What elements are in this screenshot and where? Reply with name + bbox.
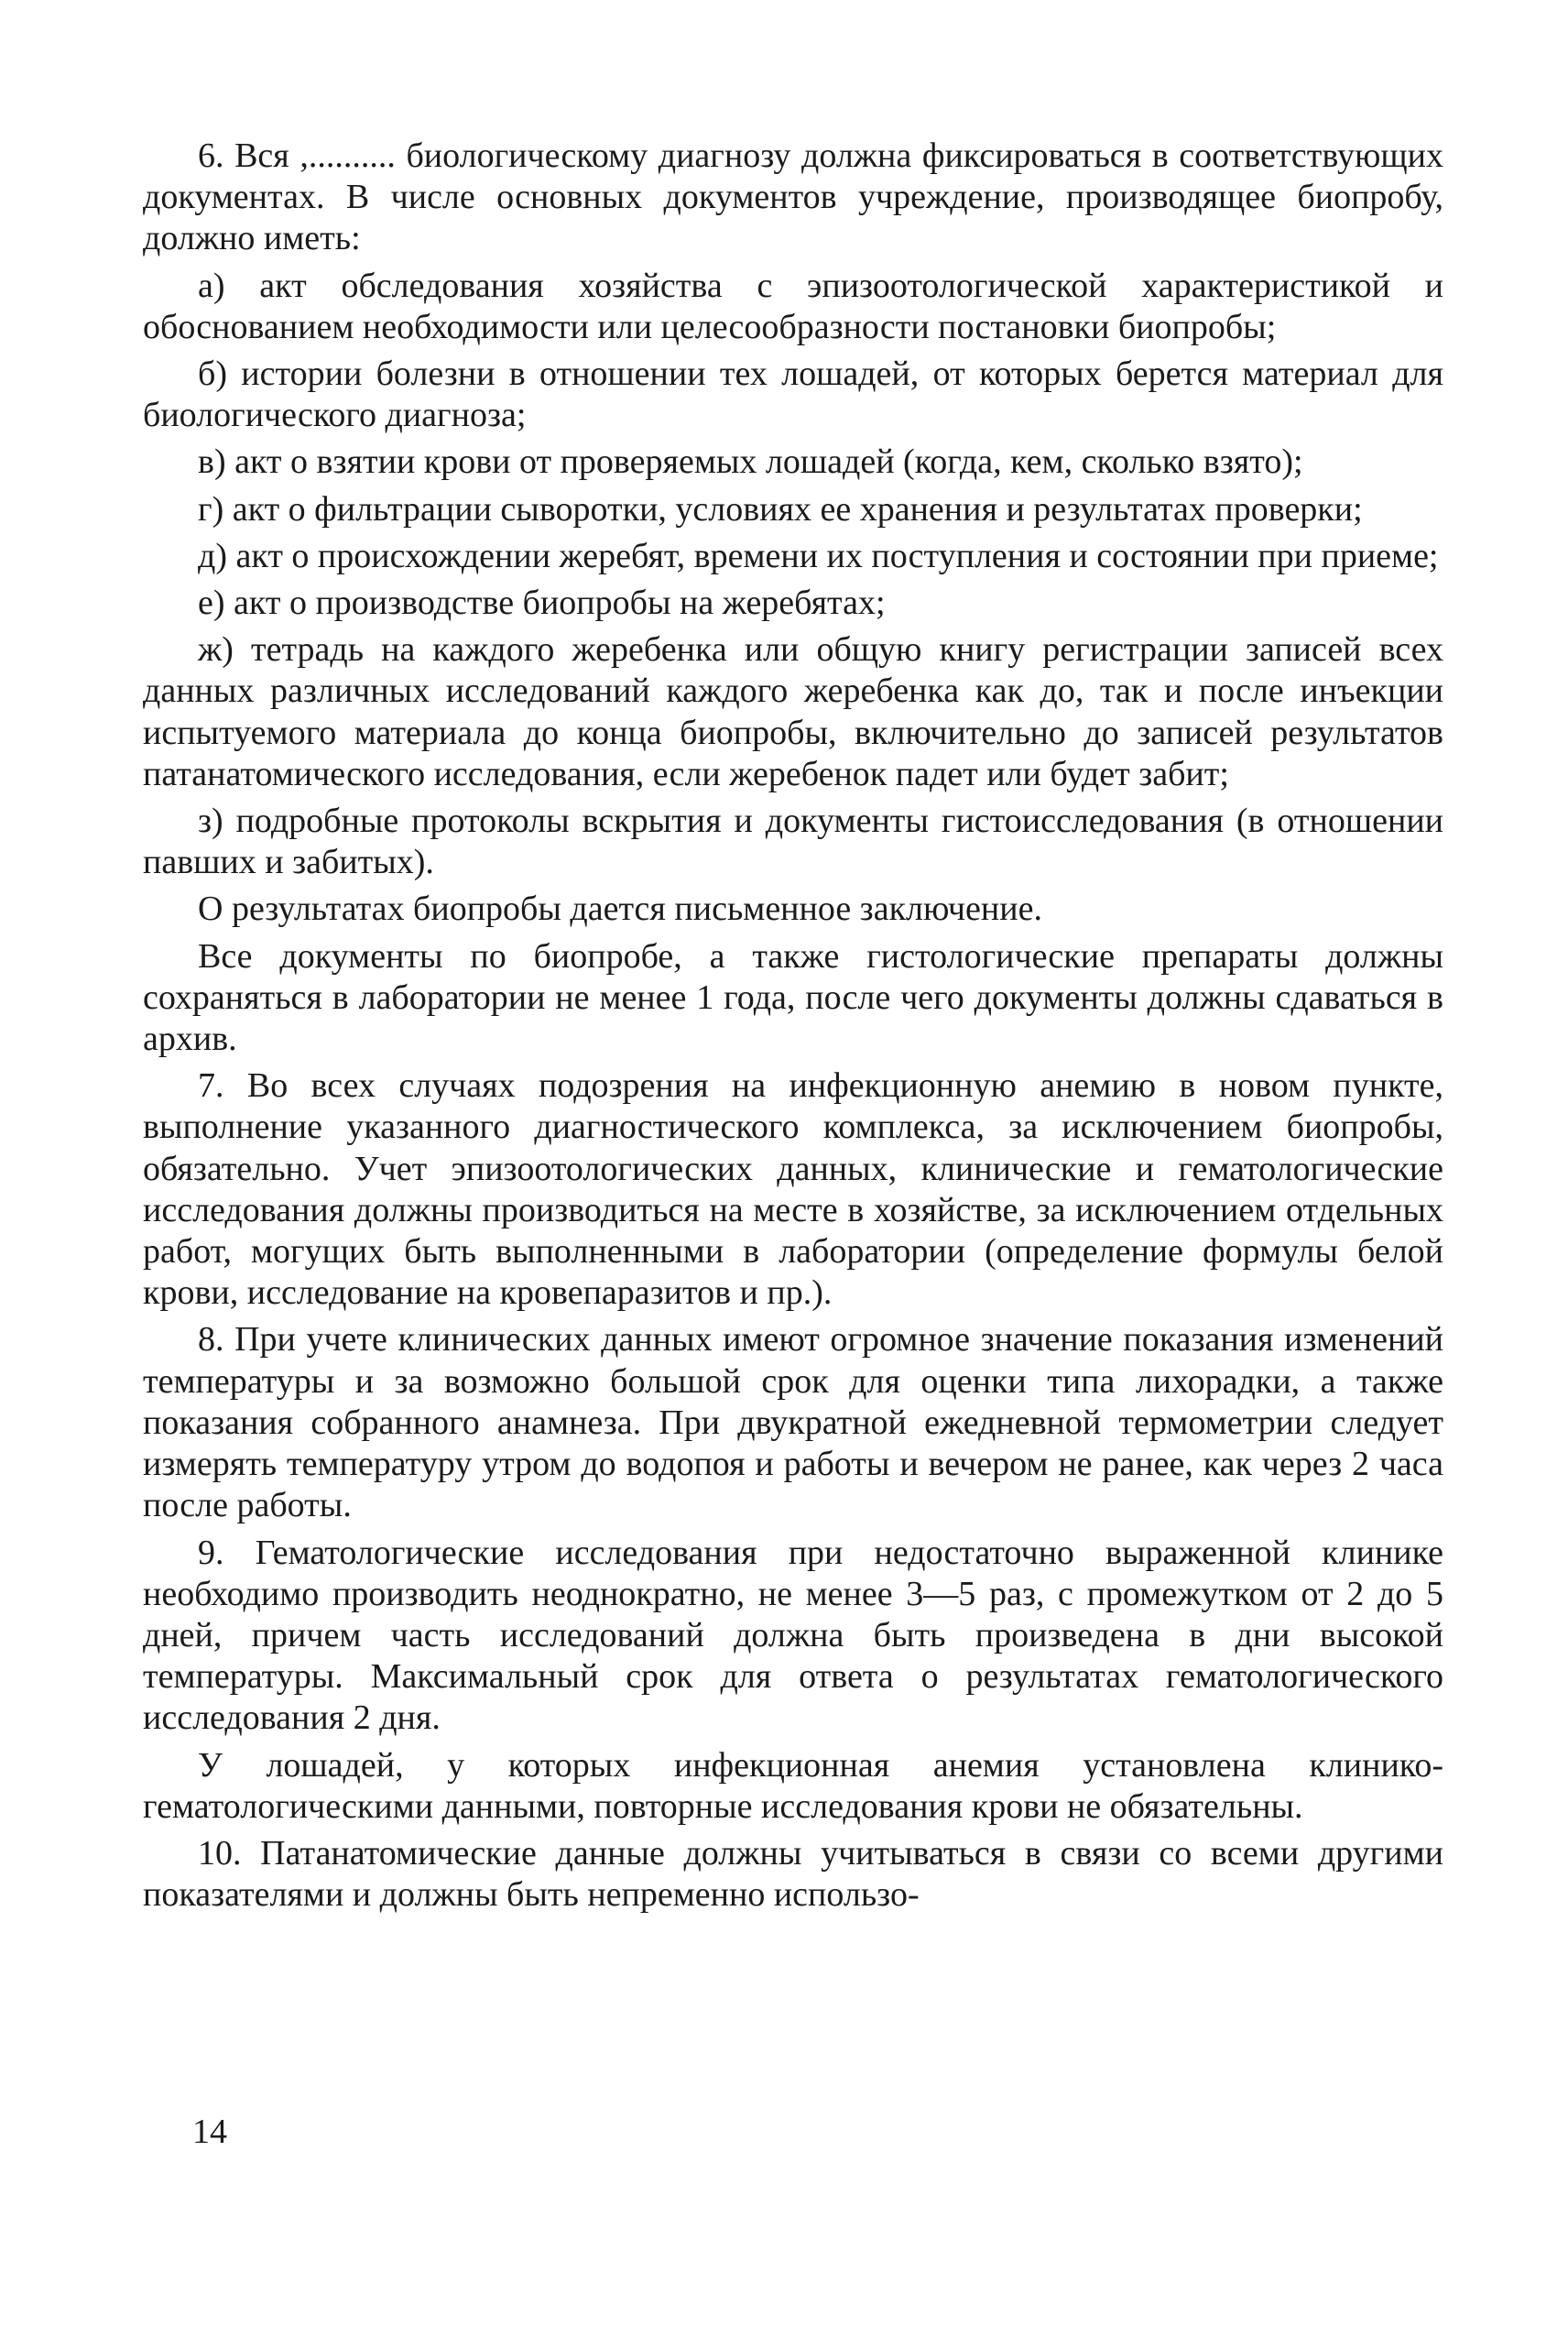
page-body — [143, 136, 1443, 1921]
paragraph-7: 7. Во всех случаях подозрения на инфекционную анемию в новом пункте, выполнение указанного диагностического комплекса, за исключением биопробы, обязательно. Учет эпизоотологических данных, клинические и гематологические исследования должны производиться на месте в хозяйстве, за исключением отдельных работ, могущих быть выполненными в лаборатории (определение формулы белой крови, исследование на кровепаразитов и пр.). — [143, 1066, 1443, 1313]
list-item-b: б) истории болезни в отношении тех лошадей, от которых берется материал для биологического диагноза; — [143, 355, 1443, 435]
list-item-z: з) подробные протоколы вскрытия и документы гистоисследования (в отношении павших и забитых). — [143, 802, 1443, 882]
paragraph-horses: У лошадей, у которых инфекционная анемия установлена клинико-гематологическими данными, повторные исследования крови не обязательны. — [143, 1745, 1443, 1826]
list-item-v: в) акт о взятии крови от проверяемых лошадей (когда, кем, сколько взято); — [198, 442, 1303, 482]
paragraph-6: 6. Вся ,.......... биологическому диагнозу должна фиксироваться в соответствующих документах. В числе основных документов учреждение, производящее биопробу, должно иметь: — [143, 137, 1443, 258]
paragraph-documents: Все документы по биопробе, а также гистологические препараты должны сохраняться в лаборатории не менее 1 года, после чего документы должны сдаваться в архив. — [143, 936, 1443, 1059]
list-item-e: е) акт о производстве биопробы на жеребятах; — [198, 584, 886, 623]
list-item-g: г) акт о фильтрации сыворотки, условиях ее хранения и результатах проверки; — [198, 489, 1363, 529]
list-item-d: д) акт о происхождении жеребят, времени их поступления и состоянии при приеме; — [198, 536, 1439, 575]
paragraph-conclusion: О результатах биопробы дается письменное заключение. — [198, 890, 1042, 929]
list-item-a: а) акт обследования хозяйства с эпизоотологической характеристикой и обоснованием необходимости или целесообразности постановки биопробы; — [143, 266, 1443, 346]
page-number: 14 — [192, 2113, 227, 2151]
list-item-zh: ж) тетрадь на каждого жеребенка или общую книгу регистрации записей всех данных различных исследований каждого жеребенка как до, так и после инъекции испытуемого материала до конца биопробы, включительно до записей результатов патанатомического исследования, если жеребенок падет или будет забит; — [143, 630, 1443, 793]
paragraph-9: 9. Гематологические исследования при недостаточно выраженной клинике необходимо производить неоднократно, не менее 3—5 раз, с промежутком от 2 до 5 дней, причем часть исследований должна быть произведена в дни высокой температуры. Максимальный срок для ответа о результатах гематологического исследования 2 дня. — [143, 1533, 1443, 1738]
paragraph-8: 8. При учете клинических данных имеют огромное значение показания изменений температуры и за возможно большой срок для оценки типа лихорадки, а также показания собранного анамнеза. При двукратной ежедневной термометрии следует измерять температуру утром до водопоя и работы и вечером не ранее, как через 2 часа после работы. — [143, 1320, 1443, 1525]
paragraph-10: 10. Патанатомические данные должны учитываться в связи со всеми другими показателями и должны быть непременно использо- — [143, 1833, 1443, 1915]
